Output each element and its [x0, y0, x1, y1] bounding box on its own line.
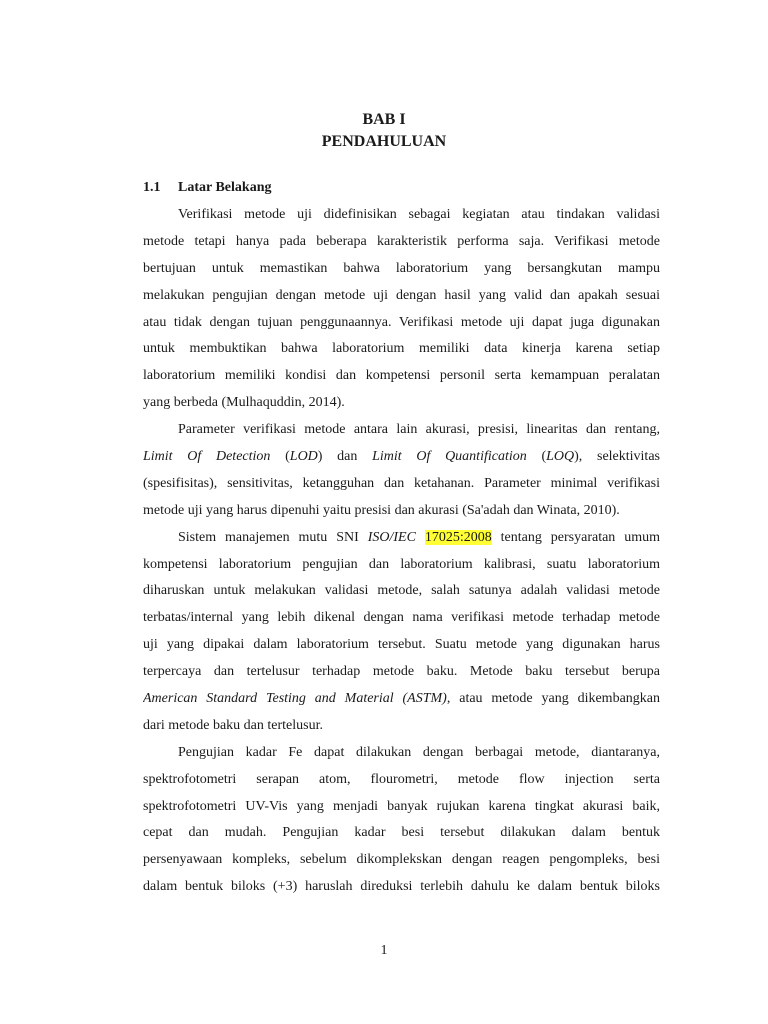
- section-number: 1.1: [143, 180, 161, 195]
- text-line: [143, 256, 660, 283]
- text-line: [143, 713, 660, 740]
- text-segment: tentang persyaratan umum: [491, 529, 660, 545]
- text-segment: diharuskan untuk melakukan validasi metode, salah satunya adalah validasi metode: [143, 583, 660, 599]
- text-line: [143, 525, 660, 552]
- italic-text: LOD: [289, 449, 318, 465]
- text-segment: bertujuan untuk memastikan bahwa laboratorium yang bersangkutan mampu: [143, 260, 660, 276]
- text-line: [143, 552, 660, 579]
- text-segment: (: [270, 449, 290, 465]
- text-segment: (spesifisitas), sensitivitas, ketangguhan dan ketahanan. Parameter minimal verifikasi: [143, 475, 660, 491]
- text-line: [143, 659, 660, 686]
- section-heading: [143, 178, 271, 198]
- text-segment: Pengujian kadar Fe dapat dilakukan dengan berbagai metode, diantaranya,: [178, 744, 660, 760]
- text-line: [143, 283, 660, 310]
- text-line: [143, 794, 660, 821]
- text-segment: untuk membuktikan bahwa laboratorium memiliki data kinerja karena setiap: [143, 341, 660, 357]
- text-segment: laboratorium memiliki kondisi dan kompetensi personil serta kemampuan peralatan: [143, 368, 660, 384]
- text-line: [143, 686, 660, 713]
- text-line: [143, 336, 660, 363]
- text-line: [143, 471, 660, 498]
- text-segment: ), selektivitas: [574, 449, 660, 465]
- text-line: [143, 578, 660, 605]
- text-segment: terpercaya dan tertelusur terhadap metode baku. Metode baku tersebut berupa: [143, 664, 660, 680]
- text-line: [143, 417, 660, 444]
- text-segment: ) dan: [317, 449, 373, 465]
- text-line: [143, 740, 660, 767]
- text-segment: metode tetapi hanya pada beberapa karakteristik performa saja. Verifikasi metode: [143, 233, 660, 249]
- text-segment: atau tidak dengan tujuan penggunaannya. Verifikasi metode uji dapat juga digunakan: [143, 314, 660, 330]
- section-title: Latar Belakang: [178, 180, 272, 195]
- text-segment: [416, 530, 425, 545]
- chapter-title: PENDAHULUAN: [321, 133, 447, 150]
- body-text: [143, 202, 660, 901]
- text-segment: cepat dan mudah. Pengujian kadar besi tersebut dilakukan dalam bentuk: [143, 825, 660, 841]
- text-line: [143, 767, 660, 794]
- text-line: [143, 847, 660, 874]
- text-segment: (: [526, 449, 547, 465]
- page-number: 1: [380, 943, 388, 958]
- text-segment: uji yang dipakai dalam laboratorium tersebut. Suatu metode yang digunakan harus: [143, 637, 660, 653]
- text-segment: , atau metode yang dikembangkan: [446, 691, 660, 707]
- text-segment: kompetensi laboratorium pengujian dan laboratorium kalibrasi, suatu laboratorium: [143, 556, 660, 572]
- text-line: [143, 632, 660, 659]
- text-segment: Verifikasi metode uji didefinisikan sebagai kegiatan atau tindakan validasi: [178, 207, 660, 222]
- italic-text: American Standard Testing and Material (ASTM): [143, 691, 447, 707]
- text-segment: Parameter verifikasi metode antara lain akurasi, presisi, linearitas dan rentang,: [178, 422, 660, 438]
- highlighted-text: 17025:2008: [424, 529, 492, 545]
- text-line: [143, 605, 660, 632]
- text-segment: spektrofotometri serapan atom, flourometri, metode flow injection serta: [143, 771, 660, 787]
- text-segment: yang berbeda (Mulhaquddin, 2014).: [143, 395, 345, 411]
- italic-text: LOQ: [546, 449, 575, 465]
- text-segment: Sistem manajemen mutu SNI: [178, 529, 368, 545]
- text-segment: dari metode baku dan tertelusur.: [143, 717, 323, 733]
- text-line: [143, 874, 660, 901]
- text-line: [143, 310, 660, 337]
- chapter-label: BAB I: [362, 111, 406, 128]
- text-segment: melakukan pengujian dengan metode uji dengan hasil yang valid dan apakah sesuai: [143, 287, 660, 303]
- text-line: [143, 820, 660, 847]
- text-segment: metode uji yang harus dipenuhi yaitu presisi dan akurasi (Sa'adah dan Winata, 2010).: [143, 502, 620, 518]
- text-segment: persenyawaan kompleks, sebelum dikomplekskan dengan reagen pengompleks, besi: [143, 852, 660, 868]
- text-segment: dalam bentuk biloks (+3) haruslah direduksi terlebih dahulu ke dalam bentuk biloks: [143, 879, 660, 895]
- text-line: [143, 202, 660, 229]
- text-line: [143, 498, 660, 525]
- italic-text: ISO/IEC: [367, 529, 416, 545]
- text-line: [143, 390, 660, 417]
- text-segment: terbatas/internal yang lebih dikenal dengan nama verifikasi metode terhadap metode: [143, 610, 660, 626]
- text-segment: spektrofotometri UV-Vis yang menjadi banyak rujukan karena tingkat akurasi baik,: [143, 798, 660, 814]
- text-line: [143, 229, 660, 256]
- text-line: [143, 444, 660, 471]
- italic-text: Limit Of Detection: [143, 449, 271, 465]
- text-line: [143, 363, 660, 390]
- italic-text: Limit Of Quantification: [372, 449, 527, 465]
